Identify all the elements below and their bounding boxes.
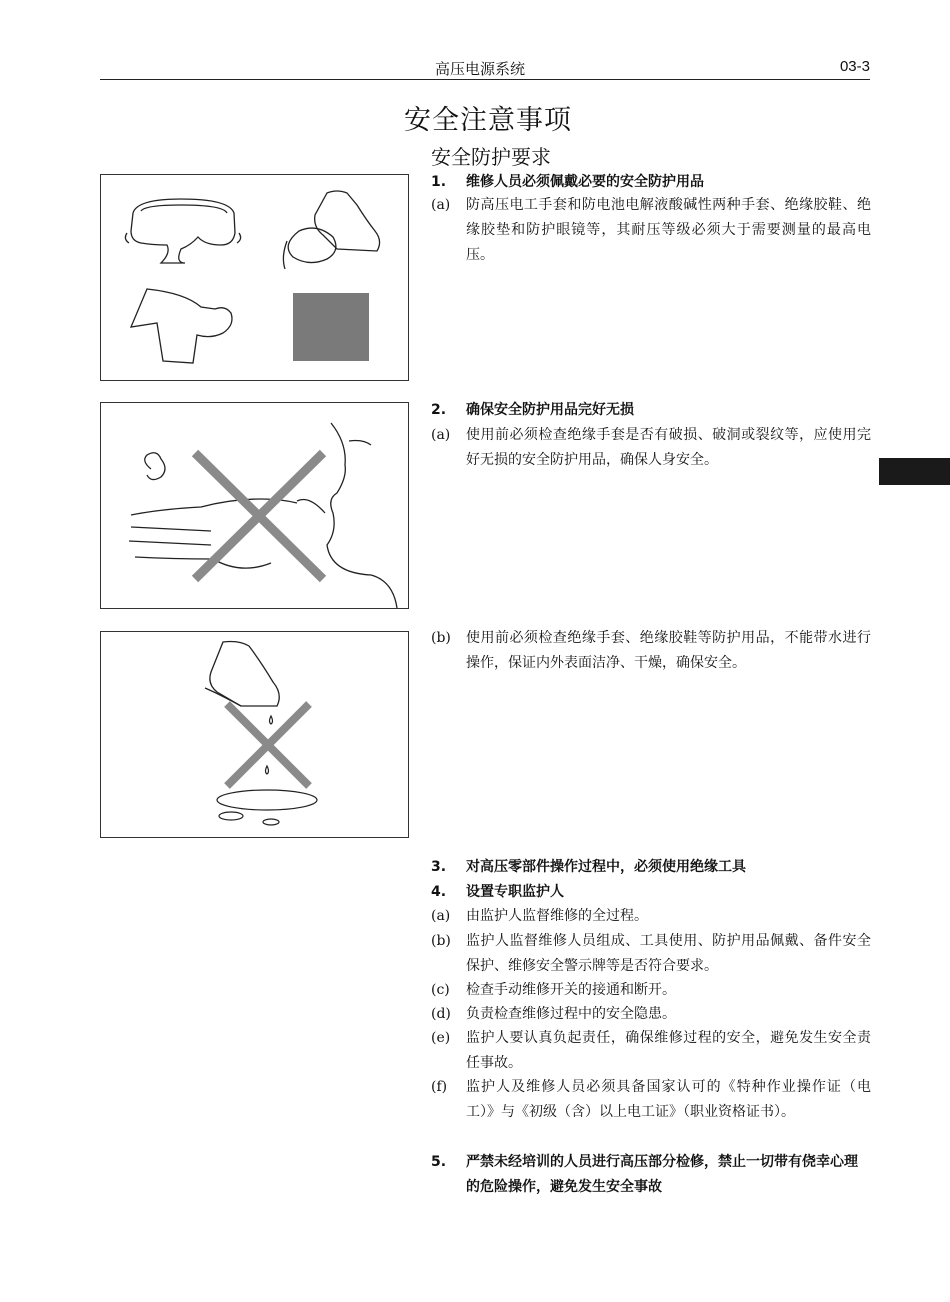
section-tab-marker: [879, 458, 950, 485]
figure-glove-check: [100, 402, 409, 609]
running-header-title: 高压电源系统: [435, 60, 526, 78]
list-item: (b) 使用前必须检查绝缘手套、绝缘胶鞋等防护用品，不能带水进行操作，保证内外表面洁净、干燥，确保安全。: [431, 630, 871, 671]
list-item: (c) 检查手动维修开关的接通和断开。: [431, 982, 676, 998]
section-subtitle: 安全防护要求: [431, 145, 551, 169]
water-drops-icon: [217, 716, 317, 825]
list-item: (b) 监护人监督维修人员组成、工具使用、防护用品佩戴、备件安全保护、维修安全警示牌等是否符合要求。: [431, 933, 871, 974]
prohibited-x-icon: [195, 453, 323, 579]
list-item: (a) 防高压电工手套和防电池电解液酸碱性两种手套、绝缘胶鞋、绝缘胶垫和防护眼镜等，其耐压等级必须大于需要测量的最高电压。: [431, 197, 871, 263]
list-item: (d) 负责检查维修过程中的安全隐患。: [431, 1006, 676, 1022]
figure-protective-equipment: [100, 174, 409, 381]
list-item: (e) 监护人要认真负起责任，确保维修过程的安全，避免发生安全责任事故。: [431, 1030, 871, 1071]
list-item: (a) 使用前必须检查绝缘手套是否有破损、破洞或裂纹等，应使用完好无损的安全防护用品，确保人身安全。: [431, 427, 871, 468]
section-heading: 1. 维修人员必须佩戴必要的安全防护用品: [431, 174, 704, 190]
section-heading: 4. 设置专职监护人: [431, 884, 564, 900]
face-icon: [297, 423, 397, 608]
boot-icon: [283, 191, 379, 269]
section-heading: 3. 对高压零部件操作过程中，必须使用绝缘工具: [431, 859, 746, 875]
gloves-icon: [131, 289, 232, 363]
section-heading: 2. 确保安全防护用品完好无损: [431, 402, 634, 418]
boot-icon: [205, 642, 279, 707]
list-item: (f) 监护人及维修人员必须具备国家认可的《特种作业操作证（电工）》与《初级（含）以上电工证》（职业资格证书）。: [431, 1079, 871, 1120]
insulation-mat-icon: [293, 293, 369, 361]
figure-wet-boot: [100, 631, 409, 838]
section-heading: 5. 严禁未经培训的人员进行高压部分检修，禁止一切带有侥幸心理的危险操作，避免发生安全事故: [431, 1154, 858, 1195]
goggles-icon: [125, 199, 240, 263]
page-title: 安全注意事项: [404, 105, 572, 136]
list-item: (a) 由监护人监督维修的全过程。: [431, 908, 648, 924]
header-rule: [100, 79, 870, 80]
page-number: 03-3: [839, 58, 870, 75]
